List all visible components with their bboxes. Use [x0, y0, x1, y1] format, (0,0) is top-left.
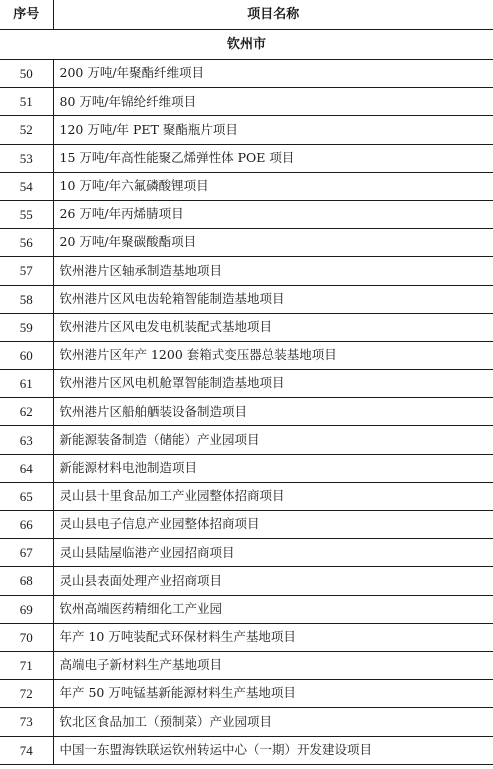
row-index: 70 — [0, 623, 53, 651]
row-project-name: 钦北区食品加工（预制菜）产业园项目 — [53, 708, 493, 736]
row-project-name: 灵山县表面处理产业招商项目 — [53, 567, 493, 595]
table-row — [0, 426, 493, 454]
row-index: 52 — [0, 116, 53, 144]
row-index: 63 — [0, 426, 53, 454]
table-row — [0, 651, 493, 679]
row-index: 73 — [0, 708, 53, 736]
row-index: 60 — [0, 341, 53, 369]
table-row — [0, 454, 493, 482]
table-row — [0, 398, 493, 426]
row-index: 55 — [0, 200, 53, 228]
row-project-name: 新能源装备制造（储能）产业园项目 — [53, 426, 493, 454]
row-index: 53 — [0, 144, 53, 172]
row-index: 69 — [0, 595, 53, 623]
row-project-name: 钦州高端医药精细化工产业园 — [53, 595, 493, 623]
row-project-name: 灵山县十里食品加工产业园整体招商项目 — [53, 482, 493, 510]
row-project-name: 15 万吨/年高性能聚乙烯弹性体 POE 项目 — [53, 144, 493, 172]
table-row — [0, 144, 493, 172]
row-index: 71 — [0, 651, 53, 679]
row-project-name: 120 万吨/年 PET 聚酯瓶片项目 — [53, 116, 493, 144]
row-project-name: 200 万吨/年聚酯纤维项目 — [53, 60, 493, 88]
row-index: 58 — [0, 285, 53, 313]
row-project-name: 灵山县陆屋临港产业园招商项目 — [53, 539, 493, 567]
row-project-name: 钦州港片区风电机舱罩智能制造基地项目 — [53, 370, 493, 398]
row-project-name: 年产 50 万吨锰基新能源材料生产基地项目 — [53, 680, 493, 708]
row-project-name: 新能源材料电池制造项目 — [53, 454, 493, 482]
row-index: 74 — [0, 736, 53, 764]
row-index: 51 — [0, 88, 53, 116]
row-index: 68 — [0, 567, 53, 595]
row-index: 61 — [0, 370, 53, 398]
row-project-name: 中国一东盟海铁联运钦州转运中心（一期）开发建设项目 — [53, 736, 493, 764]
table-row — [0, 539, 493, 567]
table-row — [0, 370, 493, 398]
row-index: 65 — [0, 482, 53, 510]
table-row — [0, 313, 493, 341]
header-project-name: 项目名称 — [53, 0, 493, 30]
row-index: 59 — [0, 313, 53, 341]
table-row — [0, 285, 493, 313]
row-index: 54 — [0, 172, 53, 200]
row-project-name: 高端电子新材料生产基地项目 — [53, 651, 493, 679]
table-row — [0, 341, 493, 369]
row-index: 72 — [0, 680, 53, 708]
table-row — [0, 200, 493, 228]
row-project-name: 灵山县电子信息产业园整体招商项目 — [53, 511, 493, 539]
section-row — [0, 30, 493, 60]
table-row — [0, 229, 493, 257]
row-project-name: 年产 10 万吨装配式环保材料生产基地项目 — [53, 623, 493, 651]
table-row — [0, 172, 493, 200]
row-project-name: 10 万吨/年六氟磷酸锂项目 — [53, 172, 493, 200]
row-project-name: 钦州港片区风电齿轮箱智能制造基地项目 — [53, 285, 493, 313]
table-row — [0, 595, 493, 623]
table-row — [0, 88, 493, 116]
row-project-name: 80 万吨/年锦纶纤维项目 — [53, 88, 493, 116]
section-title: 钦州市 — [0, 30, 493, 60]
table-row — [0, 482, 493, 510]
row-index: 57 — [0, 257, 53, 285]
table-row — [0, 680, 493, 708]
row-index: 56 — [0, 229, 53, 257]
header-index: 序号 — [0, 0, 53, 30]
row-index: 64 — [0, 454, 53, 482]
row-project-name: 钦州港片区年产 1200 套箱式变压器总装基地项目 — [53, 341, 493, 369]
row-index: 66 — [0, 511, 53, 539]
table-row — [0, 623, 493, 651]
table-row — [0, 708, 493, 736]
table-row — [0, 60, 493, 88]
table-row — [0, 257, 493, 285]
table-row — [0, 511, 493, 539]
table-row — [0, 736, 493, 764]
row-project-name: 钦州港片区风电发电机装配式基地项目 — [53, 313, 493, 341]
table-row — [0, 116, 493, 144]
row-project-name: 26 万吨/年丙烯腈项目 — [53, 200, 493, 228]
row-project-name: 20 万吨/年聚碳酸酯项目 — [53, 229, 493, 257]
row-index: 50 — [0, 60, 53, 88]
row-index: 62 — [0, 398, 53, 426]
row-project-name: 钦州港片区船舶舾装设备制造项目 — [53, 398, 493, 426]
table-row — [0, 567, 493, 595]
header-row — [0, 0, 493, 30]
row-project-name: 钦州港片区轴承制造基地项目 — [53, 257, 493, 285]
row-index: 67 — [0, 539, 53, 567]
